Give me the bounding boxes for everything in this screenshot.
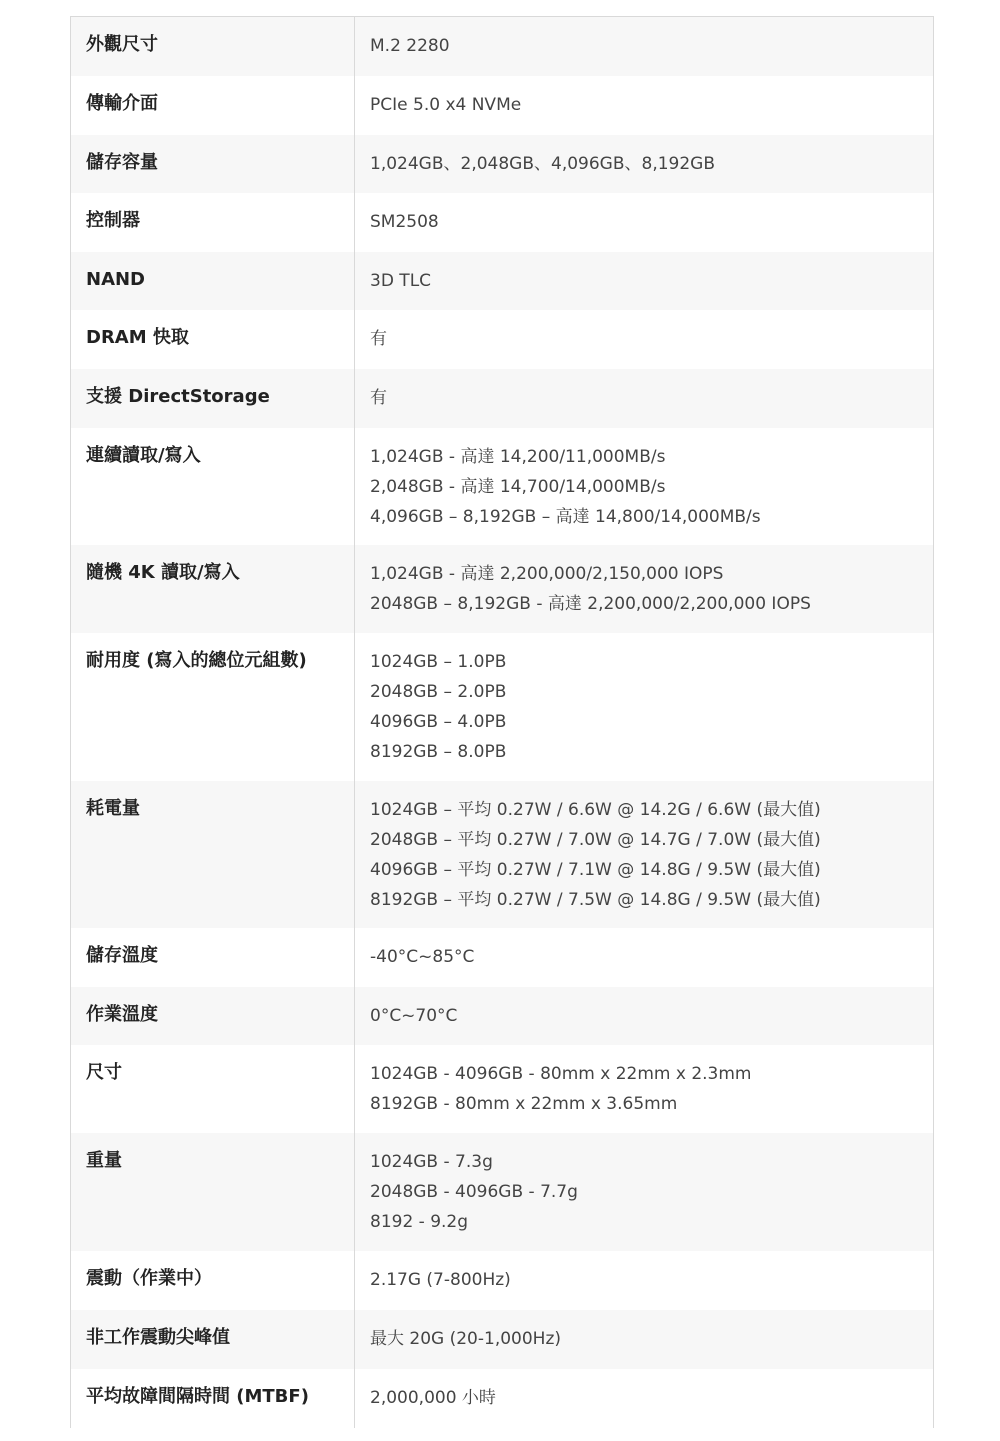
- spec-row: [71, 1133, 933, 1251]
- spec-value-line: 8192 - 9.2g: [370, 1212, 469, 1232]
- spec-value: [355, 1369, 933, 1428]
- spec-value: [355, 193, 933, 252]
- spec-label: 外觀尺寸: [71, 17, 355, 76]
- spec-value: [355, 1310, 933, 1369]
- spec-value-line: 2,048GB - 高達 14,700/14,000MB/s: [370, 477, 666, 497]
- spec-row: [71, 252, 933, 310]
- spec-label: 傳輸介面: [71, 76, 355, 135]
- spec-value-line: 最大 20G (20-1,000Hz): [370, 1329, 562, 1349]
- spec-value-line: 1,024GB - 高達 2,200,000/2,150,000 IOPS: [370, 564, 724, 584]
- spec-label: 隨機 4K 讀取/寫入: [71, 545, 355, 633]
- spec-label: 控制器: [71, 193, 355, 252]
- spec-row: [71, 76, 933, 135]
- spec-label: DRAM 快取: [71, 310, 355, 369]
- spec-label: 重量: [71, 1133, 355, 1251]
- spec-value-line: -40°C~85°C: [370, 947, 475, 967]
- spec-value: [355, 76, 933, 135]
- spec-label: 耗電量: [71, 781, 355, 928]
- spec-row: [71, 545, 933, 633]
- spec-value: [355, 17, 933, 76]
- spec-label: NAND: [71, 252, 355, 310]
- spec-value-line: 有: [370, 329, 387, 349]
- spec-row: [71, 1251, 933, 1310]
- spec-row: [71, 17, 933, 76]
- spec-value: [355, 928, 933, 987]
- spec-value-line: 2048GB – 8,192GB - 高達 2,200,000/2,200,000 IOPS: [370, 594, 811, 614]
- spec-value: [355, 135, 933, 193]
- spec-value: [355, 310, 933, 369]
- spec-value-line: 有: [370, 388, 387, 408]
- spec-value-line: 2048GB – 平均 0.27W / 7.0W @ 14.7G / 7.0W (最大值): [370, 830, 821, 850]
- spec-value: [355, 987, 933, 1045]
- spec-value-line: 1024GB – 平均 0.27W / 6.6W @ 14.2G / 6.6W (最大值): [370, 800, 821, 820]
- spec-value-line: PCIe 5.0 x4 NVMe: [370, 95, 522, 115]
- spec-value-line: 8192GB - 80mm x 22mm x 3.65mm: [370, 1094, 678, 1114]
- spec-value-line: 4,096GB – 8,192GB – 高達 14,800/14,000MB/s: [370, 507, 761, 527]
- spec-label: 非工作震動尖峰值: [71, 1310, 355, 1369]
- spec-value-line: 1,024GB - 高達 14,200/11,000MB/s: [370, 447, 666, 467]
- spec-label: 尺寸: [71, 1045, 355, 1133]
- spec-value-line: 2048GB - 4096GB - 7.7g: [370, 1182, 578, 1202]
- spec-label: 震動（作業中）: [71, 1251, 355, 1310]
- spec-value-line: 2.17G (7-800Hz): [370, 1270, 511, 1290]
- spec-row: [71, 369, 933, 428]
- spec-row: [71, 928, 933, 987]
- spec-value-line: 1024GB - 4096GB - 80mm x 22mm x 2.3mm: [370, 1064, 752, 1084]
- spec-row: [71, 987, 933, 1045]
- spec-value-line: 2048GB – 2.0PB: [370, 682, 507, 702]
- spec-value-line: 3D TLC: [370, 271, 432, 291]
- spec-value: [355, 369, 933, 428]
- spec-value: [355, 781, 933, 928]
- spec-value-line: 2,000,000 小時: [370, 1388, 496, 1408]
- spec-row: [71, 781, 933, 928]
- spec-value-line: 1024GB - 7.3g: [370, 1152, 493, 1172]
- spec-value: [355, 545, 933, 633]
- spec-row: [71, 1045, 933, 1133]
- spec-table: [70, 16, 934, 1428]
- spec-value-line: 8192GB – 8.0PB: [370, 742, 507, 762]
- spec-label: 平均故障間隔時間 (MTBF): [71, 1369, 355, 1428]
- spec-row: [71, 1369, 933, 1428]
- spec-row: [71, 310, 933, 369]
- spec-row: [71, 1310, 933, 1369]
- spec-value-line: 1024GB – 1.0PB: [370, 652, 507, 672]
- spec-label: 支援 DirectStorage: [71, 369, 355, 428]
- spec-value: [355, 633, 933, 781]
- spec-value-line: 0°C~70°C: [370, 1006, 458, 1026]
- spec-row: [71, 193, 933, 252]
- spec-label: 儲存溫度: [71, 928, 355, 987]
- spec-value: [355, 1251, 933, 1310]
- spec-value: [355, 252, 933, 310]
- spec-row: [71, 428, 933, 545]
- spec-label: 作業溫度: [71, 987, 355, 1045]
- spec-row: [71, 633, 933, 781]
- spec-value-line: 1,024GB、2,048GB、4,096GB、8,192GB: [370, 154, 716, 174]
- spec-label: 連續讀取/寫入: [71, 428, 355, 545]
- spec-value: [355, 428, 933, 545]
- spec-value-line: M.2 2280: [370, 36, 450, 56]
- spec-value-line: SM2508: [370, 212, 439, 232]
- spec-value: [355, 1133, 933, 1251]
- spec-value-line: 4096GB – 平均 0.27W / 7.1W @ 14.8G / 9.5W (最大值): [370, 860, 821, 880]
- spec-value: [355, 1045, 933, 1133]
- spec-label: 耐用度 (寫入的總位元組數): [71, 633, 355, 781]
- spec-value-line: 4096GB – 4.0PB: [370, 712, 507, 732]
- spec-label: 儲存容量: [71, 135, 355, 193]
- spec-value-line: 8192GB – 平均 0.27W / 7.5W @ 14.8G / 9.5W (最大值): [370, 890, 821, 910]
- spec-row: [71, 135, 933, 193]
